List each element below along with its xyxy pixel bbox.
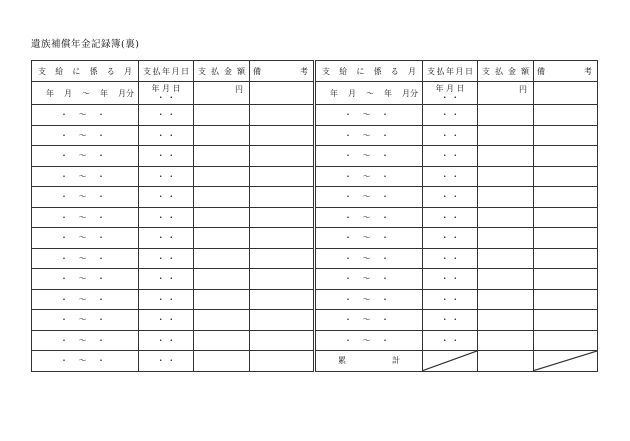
dot-mark: ・: [60, 274, 68, 284]
sub-month-1: 月: [348, 88, 356, 98]
dot-mark: ・: [344, 110, 352, 120]
table-row: [32, 289, 314, 310]
paydate-cell[interactable]: [139, 125, 194, 146]
paydate-cell[interactable]: [423, 289, 478, 310]
dot-mark: ・: [97, 130, 105, 140]
note-cell[interactable]: [250, 207, 314, 228]
period-cell[interactable]: [316, 330, 423, 351]
dot-mark: ・: [344, 335, 352, 345]
dot-mark: ・: [381, 294, 389, 304]
paydate-dots: ・ ・: [156, 356, 176, 366]
period-cell[interactable]: [316, 146, 423, 167]
period-cell[interactable]: [32, 248, 139, 269]
paydate-dots: ・ ・: [440, 233, 460, 243]
dot-mark: ・: [344, 130, 352, 140]
header-note-a: 備: [537, 66, 545, 76]
dot-mark: ・: [344, 274, 352, 284]
paydate-dots: ・ ・: [440, 151, 460, 161]
dot-mark: ・: [381, 335, 389, 345]
paydate-dots: ・ ・: [156, 171, 176, 181]
amount-cell[interactable]: [478, 248, 534, 269]
subheader-paydate: [139, 82, 194, 105]
tilde-mark: 〜: [362, 253, 371, 263]
paydate-cell[interactable]: [423, 105, 478, 126]
paydate-cell[interactable]: [423, 166, 478, 187]
period-cell[interactable]: [316, 207, 423, 228]
dot-mark: ・: [97, 151, 105, 161]
tilde-mark: 〜: [78, 171, 87, 181]
dot-mark: ・: [381, 192, 389, 202]
header-note: [250, 61, 314, 82]
total-label-a: 累: [338, 356, 346, 366]
table-row: [316, 310, 598, 331]
dot-mark: ・: [97, 335, 105, 345]
subheader-period: [32, 82, 139, 105]
period-cell[interactable]: [32, 289, 139, 310]
dot-mark: ・: [97, 233, 105, 243]
sub-month-1: 月: [64, 88, 72, 98]
amount-cell[interactable]: [478, 228, 534, 249]
period-cell[interactable]: [316, 105, 423, 126]
table-row: [316, 105, 598, 126]
dot-mark: ・: [97, 171, 105, 181]
amount-cell[interactable]: [194, 166, 250, 187]
total-label-cell: [316, 351, 423, 372]
table-row: [32, 105, 314, 126]
paydate-cell[interactable]: [139, 351, 194, 372]
dot-mark: ・: [60, 130, 68, 140]
amount-cell[interactable]: [478, 125, 534, 146]
paydate-cell[interactable]: [139, 289, 194, 310]
amount-cell[interactable]: [478, 330, 534, 351]
table-row: [316, 248, 598, 269]
table-row: [32, 248, 314, 269]
note-cell[interactable]: [534, 269, 598, 290]
header-period: 支給に係る月: [32, 61, 139, 82]
note-cell[interactable]: [250, 248, 314, 269]
paydate-dots: ・ ・: [156, 110, 176, 120]
subheader-amount-unit: 円: [194, 82, 250, 105]
note-cell[interactable]: [534, 289, 598, 310]
tilde-mark: 〜: [362, 294, 371, 304]
amount-cell[interactable]: [194, 269, 250, 290]
sub-paydate-line2: ・ ・: [440, 93, 460, 102]
sub-tilde: 〜: [366, 88, 374, 98]
tilde-mark: 〜: [78, 192, 87, 202]
table-row: [316, 269, 598, 290]
period-cell[interactable]: [32, 330, 139, 351]
table-row: [32, 310, 314, 331]
dot-mark: ・: [381, 315, 389, 325]
note-cell[interactable]: [534, 330, 598, 351]
paydate-cell[interactable]: [423, 207, 478, 228]
table-row: [316, 146, 598, 167]
table-row: [32, 125, 314, 146]
paydate-cell[interactable]: [139, 228, 194, 249]
tilde-mark: 〜: [78, 335, 87, 345]
paydate-dots: ・ ・: [440, 294, 460, 304]
dot-mark: ・: [60, 233, 68, 243]
dot-mark: ・: [97, 315, 105, 325]
dot-mark: ・: [344, 151, 352, 161]
note-cell[interactable]: [250, 105, 314, 126]
amount-cell[interactable]: [478, 289, 534, 310]
amount-cell[interactable]: [478, 146, 534, 167]
dot-mark: ・: [97, 294, 105, 304]
subheader-note: [250, 82, 314, 105]
table-row: [32, 330, 314, 351]
amount-cell[interactable]: [194, 105, 250, 126]
paydate-dots: ・ ・: [156, 233, 176, 243]
paydate-dots: ・ ・: [156, 130, 176, 140]
sub-year-2: 年: [100, 88, 108, 98]
sub-paydate-line1: 年 月 日: [151, 84, 181, 93]
dot-mark: ・: [344, 192, 352, 202]
period-cell[interactable]: [32, 269, 139, 290]
sub-year-1: 年: [330, 88, 338, 98]
note-cell[interactable]: [534, 310, 598, 331]
header-period: 支給に係る月: [316, 61, 423, 82]
amount-cell[interactable]: [194, 310, 250, 331]
paydate-dots: ・ ・: [156, 192, 176, 202]
paydate-dots: ・ ・: [440, 171, 460, 181]
amount-cell[interactable]: [194, 207, 250, 228]
sub-year-2: 年: [384, 88, 392, 98]
subheader-paydate: [423, 82, 478, 105]
dot-mark: ・: [97, 212, 105, 222]
note-cell[interactable]: [250, 330, 314, 351]
tilde-mark: 〜: [362, 192, 371, 202]
dot-mark: ・: [60, 110, 68, 120]
amount-cell[interactable]: [478, 166, 534, 187]
table-row: [316, 125, 598, 146]
note-cell[interactable]: [250, 310, 314, 331]
paydate-dots: ・ ・: [156, 335, 176, 345]
paydate-dots: ・ ・: [156, 294, 176, 304]
table-row: [32, 146, 314, 167]
tilde-mark: 〜: [362, 130, 371, 140]
period-cell[interactable]: [32, 228, 139, 249]
period-cell[interactable]: [316, 310, 423, 331]
paydate-cell[interactable]: [139, 207, 194, 228]
tilde-mark: 〜: [78, 294, 87, 304]
tilde-mark: 〜: [362, 151, 371, 161]
tilde-mark: 〜: [78, 110, 87, 120]
period-cell[interactable]: [316, 166, 423, 187]
period-cell[interactable]: [316, 269, 423, 290]
amount-cell[interactable]: [194, 125, 250, 146]
note-cell[interactable]: [534, 146, 598, 167]
amount-cell[interactable]: [478, 105, 534, 126]
dot-mark: ・: [381, 274, 389, 284]
dot-mark: ・: [97, 356, 105, 366]
period-cell[interactable]: [316, 228, 423, 249]
tilde-mark: 〜: [78, 315, 87, 325]
dot-mark: ・: [344, 171, 352, 181]
amount-cell[interactable]: [194, 289, 250, 310]
paydate-cell[interactable]: [423, 269, 478, 290]
sub-paydate-line1: 年 月 日: [435, 84, 465, 93]
header-paydate: 支払年月日: [423, 61, 478, 82]
tilde-mark: 〜: [78, 253, 87, 263]
dot-mark: ・: [97, 192, 105, 202]
dot-mark: ・: [60, 192, 68, 202]
note-cell[interactable]: [250, 289, 314, 310]
tilde-mark: 〜: [78, 356, 87, 366]
header-note-b: 考: [584, 66, 592, 76]
dot-mark: ・: [60, 315, 68, 325]
header-note-b: 考: [300, 66, 308, 76]
period-cell[interactable]: [32, 146, 139, 167]
dot-mark: ・: [381, 110, 389, 120]
paydate-cell[interactable]: [423, 125, 478, 146]
tilde-mark: 〜: [362, 315, 371, 325]
dot-mark: ・: [60, 212, 68, 222]
paydate-cell[interactable]: [423, 187, 478, 208]
period-cell[interactable]: [32, 166, 139, 187]
header-note: [534, 61, 598, 82]
sub-tilde: 〜: [82, 88, 90, 98]
dot-mark: ・: [60, 294, 68, 304]
dot-mark: ・: [344, 253, 352, 263]
tilde-mark: 〜: [78, 233, 87, 243]
paydate-cell[interactable]: [139, 310, 194, 331]
tilde-mark: 〜: [78, 151, 87, 161]
amount-cell[interactable]: [478, 187, 534, 208]
note-cell[interactable]: [250, 228, 314, 249]
period-cell[interactable]: [32, 187, 139, 208]
paydate-dots: ・ ・: [156, 212, 176, 222]
table-row: [316, 187, 598, 208]
paydate-cell[interactable]: [423, 228, 478, 249]
tilde-mark: 〜: [78, 130, 87, 140]
sub-month-2: 月分: [402, 88, 418, 98]
total-amount-cell[interactable]: [478, 351, 534, 372]
table-row: [316, 207, 598, 228]
period-cell[interactable]: [32, 207, 139, 228]
sub-year-1: 年: [46, 88, 54, 98]
amount-cell[interactable]: [194, 330, 250, 351]
header-paydate: 支払年月日: [139, 61, 194, 82]
paydate-cell[interactable]: [423, 330, 478, 351]
note-cell[interactable]: [250, 187, 314, 208]
paydate-cell[interactable]: [423, 248, 478, 269]
tilde-mark: 〜: [362, 212, 371, 222]
paydate-dots: ・ ・: [440, 274, 460, 284]
period-cell[interactable]: [32, 310, 139, 331]
dot-mark: ・: [60, 356, 68, 366]
amount-cell[interactable]: [194, 187, 250, 208]
dot-mark: ・: [97, 110, 105, 120]
paydate-dots: ・ ・: [440, 110, 460, 120]
amount-cell[interactable]: [478, 269, 534, 290]
paydate-cell[interactable]: [423, 146, 478, 167]
note-cell[interactable]: [250, 269, 314, 290]
paydate-dots: ・ ・: [156, 315, 176, 325]
total-label-b: 計: [392, 356, 400, 366]
dot-mark: ・: [97, 253, 105, 263]
subheader-amount-unit: 円: [478, 82, 534, 105]
tilde-mark: 〜: [362, 335, 371, 345]
period-cell[interactable]: [316, 187, 423, 208]
sub-paydate-line2: ・ ・: [156, 93, 176, 102]
amount-cell[interactable]: [194, 248, 250, 269]
dot-mark: ・: [97, 274, 105, 284]
tilde-mark: 〜: [362, 171, 371, 181]
dot-mark: ・: [344, 315, 352, 325]
tilde-mark: 〜: [362, 274, 371, 284]
paydate-dots: ・ ・: [440, 130, 460, 140]
table-row: [316, 228, 598, 249]
paydate-cell[interactable]: [139, 248, 194, 269]
dot-mark: ・: [60, 171, 68, 181]
subheader-period: [316, 82, 423, 105]
table-row: [316, 166, 598, 187]
table-row: [316, 330, 598, 351]
paydate-dots: ・ ・: [440, 212, 460, 222]
dot-mark: ・: [381, 171, 389, 181]
period-cell[interactable]: [316, 248, 423, 269]
total-row: [316, 351, 598, 372]
paydate-cell[interactable]: [139, 105, 194, 126]
table-row: [32, 207, 314, 228]
paydate-dots: ・ ・: [440, 253, 460, 263]
note-cell[interactable]: [250, 166, 314, 187]
table-row: [32, 187, 314, 208]
paydate-dots: ・ ・: [156, 253, 176, 263]
subheader-note: [534, 82, 598, 105]
header-amount: 支払金額: [478, 61, 534, 82]
note-cell[interactable]: [534, 207, 598, 228]
tilde-mark: 〜: [78, 212, 87, 222]
paydate-dots: ・ ・: [440, 315, 460, 325]
dot-mark: ・: [60, 151, 68, 161]
paydate-cell[interactable]: [139, 146, 194, 167]
table-row: [32, 351, 314, 372]
period-cell[interactable]: [316, 289, 423, 310]
note-cell[interactable]: [534, 248, 598, 269]
total-note-diagonal: [534, 351, 598, 372]
dot-mark: ・: [60, 335, 68, 345]
table-row: [32, 269, 314, 290]
dot-mark: ・: [60, 253, 68, 263]
paydate-cell[interactable]: [139, 166, 194, 187]
amount-cell[interactable]: [194, 146, 250, 167]
page-title: 遺族補償年金記録簿(裏): [31, 39, 140, 50]
ledger-table-left: [31, 60, 314, 372]
amount-cell[interactable]: [478, 207, 534, 228]
header-amount: 支払金額: [194, 61, 250, 82]
paydate-cell[interactable]: [423, 310, 478, 331]
period-cell[interactable]: [32, 351, 139, 372]
table-row: [32, 166, 314, 187]
note-cell[interactable]: [250, 146, 314, 167]
tilde-mark: 〜: [78, 274, 87, 284]
note-cell[interactable]: [534, 228, 598, 249]
table-row: [316, 289, 598, 310]
dot-mark: ・: [344, 212, 352, 222]
note-cell[interactable]: [534, 105, 598, 126]
dot-mark: ・: [344, 294, 352, 304]
note-cell[interactable]: [250, 351, 314, 372]
note-cell[interactable]: [534, 166, 598, 187]
period-cell[interactable]: [32, 125, 139, 146]
total-paydate-diagonal: [423, 351, 478, 372]
amount-cell[interactable]: [194, 351, 250, 372]
tilde-mark: 〜: [362, 233, 371, 243]
dot-mark: ・: [381, 212, 389, 222]
period-cell[interactable]: [316, 125, 423, 146]
paydate-cell[interactable]: [139, 330, 194, 351]
paydate-dots: ・ ・: [156, 274, 176, 284]
sub-month-2: 月分: [118, 88, 134, 98]
note-cell[interactable]: [250, 125, 314, 146]
ledger-table-right: [315, 60, 598, 372]
paydate-dots: ・ ・: [440, 335, 460, 345]
tilde-mark: 〜: [362, 110, 371, 120]
paydate-cell[interactable]: [139, 187, 194, 208]
paydate-dots: ・ ・: [440, 192, 460, 202]
paydate-cell[interactable]: [139, 269, 194, 290]
paydate-dots: ・ ・: [156, 151, 176, 161]
amount-cell[interactable]: [478, 310, 534, 331]
dot-mark: ・: [381, 233, 389, 243]
dot-mark: ・: [381, 253, 389, 263]
note-cell[interactable]: [534, 125, 598, 146]
period-cell[interactable]: [32, 105, 139, 126]
amount-cell[interactable]: [194, 228, 250, 249]
note-cell[interactable]: [534, 187, 598, 208]
dot-mark: ・: [381, 151, 389, 161]
dot-mark: ・: [381, 130, 389, 140]
dot-mark: ・: [344, 233, 352, 243]
header-note-a: 備: [253, 66, 261, 76]
table-row: [32, 228, 314, 249]
